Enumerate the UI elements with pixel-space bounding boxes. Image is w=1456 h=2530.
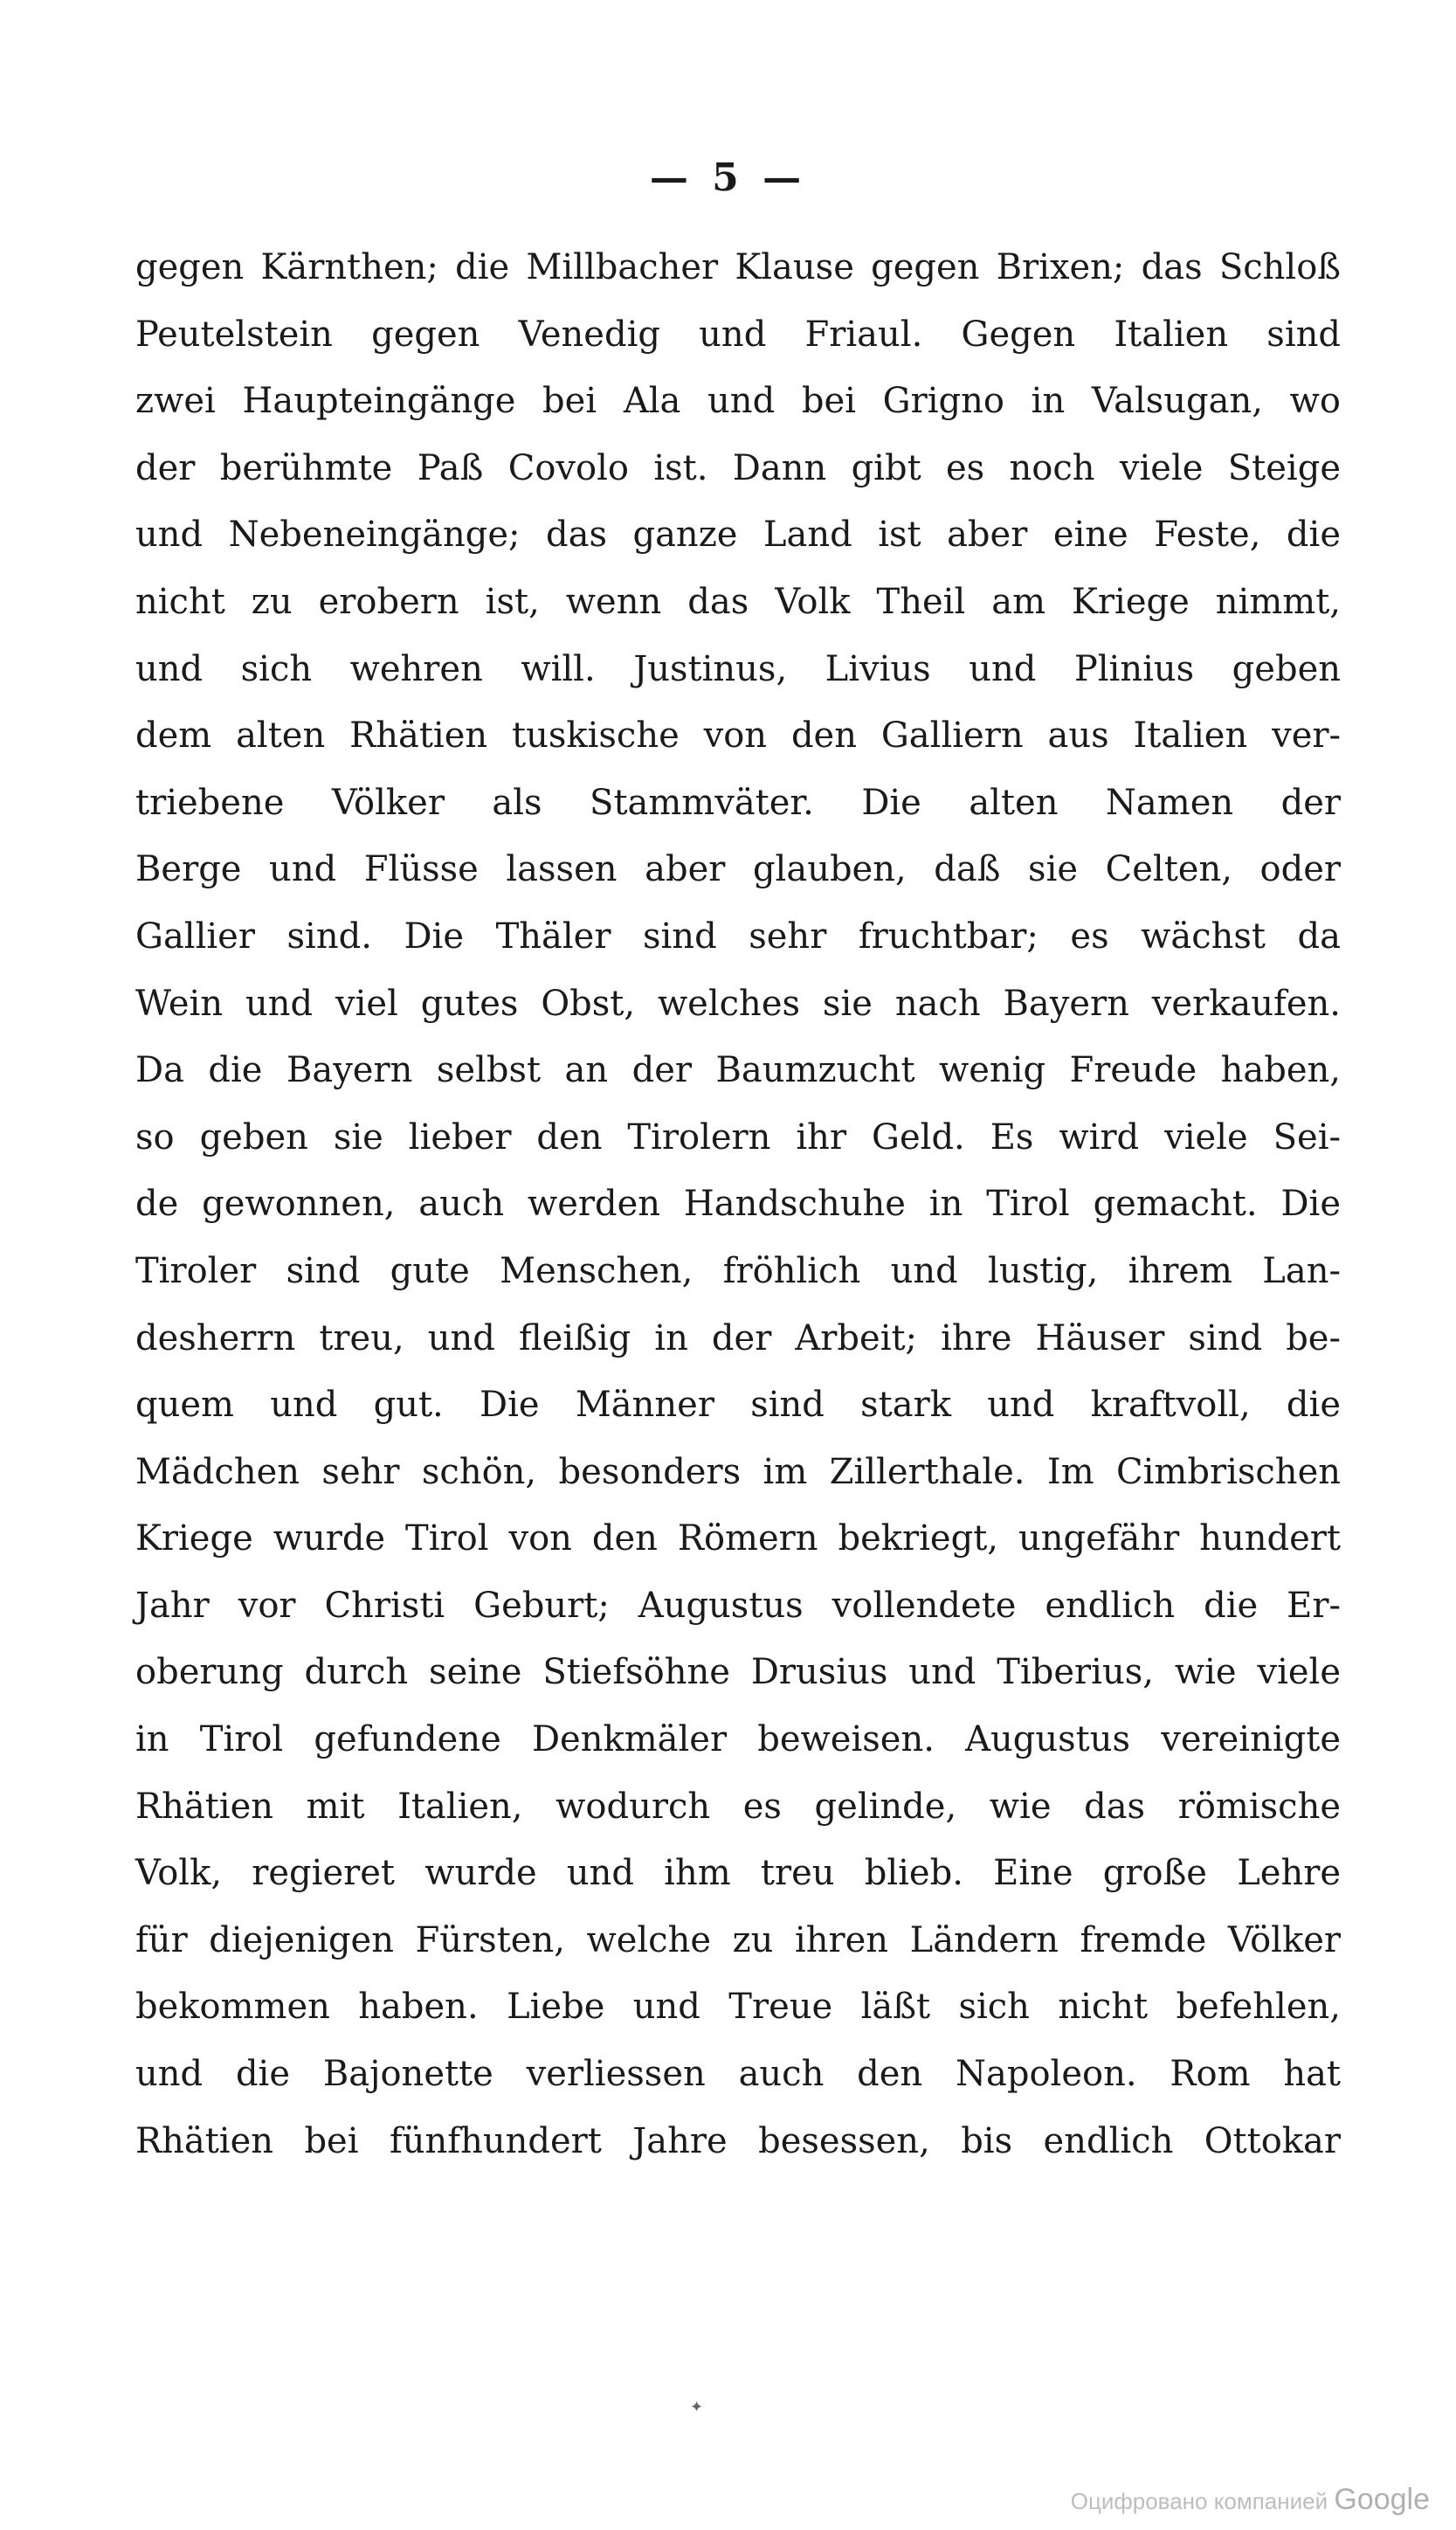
page-number: — 5 —: [649, 156, 807, 200]
text-line: Berge und Flüsse lassen aber glauben, daß sie Celten, oder: [135, 849, 1341, 890]
text-line: Wein und viel gutes Obst, welches sie nach Bayern verkaufen.: [135, 983, 1341, 1024]
text-line: Rhätien bei fünfhundert Jahre besessen, bis endlich Ottokar: [135, 2120, 1341, 2161]
text-line: und Nebeneingänge; das ganze Land ist aber eine Feste, die: [135, 515, 1341, 556]
text-line: triebene Völker als Stammväter. Die alten Namen der: [135, 782, 1341, 823]
text-line: zwei Haupteingänge bei Ala und bei Grigno in Valsugan, wo: [135, 381, 1341, 422]
body-text: [135, 234, 1341, 2174]
text-line: Kriege wurde Tirol von den Römern bekriegt, ungefähr hundert: [135, 1518, 1341, 1559]
text-line: Tiroler sind gute Menschen, fröhlich und lustig, ihrem Lan-: [135, 1250, 1341, 1291]
text-line: gegen Kärnthen; die Millbacher Klause gegen Brixen; das Schloß: [135, 247, 1341, 287]
ornament-mark: ✦: [690, 2398, 704, 2416]
digitization-watermark: [1071, 2483, 1430, 2517]
text-line: de gewonnen, auch werden Handschuhe in Tirol gemacht. Die: [135, 1184, 1341, 1225]
text-line: dem alten Rhätien tuskische von den Galliern aus Italien ver-: [135, 715, 1341, 757]
text-line: quem und gut. Die Männer sind stark und kraftvoll, die: [135, 1385, 1341, 1426]
text-line: Gallier sind. Die Thäler sind sehr fruchtbar; es wächst da: [135, 916, 1341, 957]
text-line: nicht zu erobern ist, wenn das Volk Theil am Kriege nimmt,: [135, 581, 1341, 622]
text-line: Volk, regieret wurde und ihm treu blieb. Eine große Lehre: [135, 1853, 1341, 1894]
text-line: oberung durch seine Stiefsöhne Drusius und Tiberius, wie viele: [135, 1652, 1341, 1693]
text-line: Jahr vor Christi Geburt; Augustus vollendete endlich die Er-: [135, 1585, 1341, 1626]
text-line: desherrn treu, und fleißig in der Arbeit; ihre Häuser sind be-: [135, 1317, 1341, 1358]
text-line: bekommen haben. Liebe und Treue läßt sich nicht befehlen,: [135, 1987, 1341, 2028]
text-line: Rhätien mit Italien, wodurch es gelinde, wie das römische: [135, 1786, 1341, 1827]
text-line: Da die Bayern selbst an der Baumzucht wenig Freude haben,: [135, 1050, 1341, 1091]
text-line: so geben sie lieber den Tirolern ihr Geld. Es wird viele Sei-: [135, 1116, 1341, 1158]
text-line: der berühmte Paß Covolo ist. Dann gibt es noch viele Steige: [135, 447, 1341, 488]
text-line: Peutelstein gegen Venedig und Friaul. Gegen Italien sind: [135, 314, 1341, 355]
text-line: Mädchen sehr schön, besonders im Zillerthale. Im Cimbrischen: [135, 1451, 1341, 1492]
text-line: für diejenigen Fürsten, welche zu ihren Ländern fremde Völker: [135, 1919, 1341, 1960]
text-line: in Tirol gefundene Denkmäler beweisen. Augustus vereinigte: [135, 1719, 1341, 1760]
text-line: und die Bajonette verliessen auch den Napoleon. Rom hat: [135, 2054, 1341, 2095]
text-line: und sich wehren will. Justinus, Livius und Plinius geben: [135, 648, 1341, 689]
watermark-brand: Google: [1334, 2483, 1430, 2516]
watermark-prefix: Оцифровано компанией: [1070, 2488, 1328, 2514]
